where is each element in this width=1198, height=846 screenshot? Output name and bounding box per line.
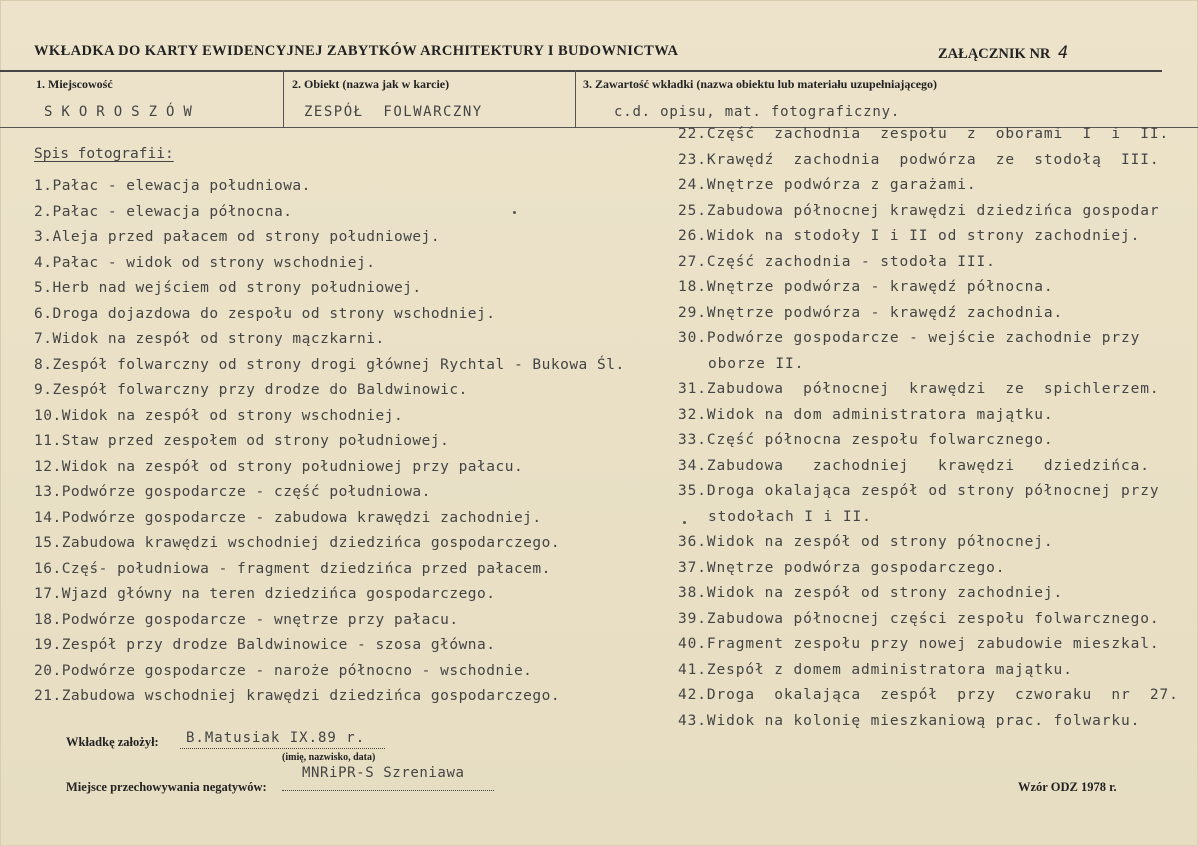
field-divider: [575, 70, 576, 127]
photo-entry: 15.Zabudowa krawędzi wschodniej dziedzińca gospodarczego.: [34, 535, 561, 551]
photo-entry: 34.Zabudowa zachodniej krawędzi dziedzińca.: [678, 457, 1150, 474]
photo-entry: 23.Krawędź zachodnia podwórza ze stodołą III.: [678, 151, 1160, 168]
photo-entry: 24.Wnętrze podwórza z garażami.: [678, 177, 977, 193]
photo-entry: 25.Zabudowa północnej krawędzi dziedzińca gospodar: [678, 202, 1160, 219]
photo-entry: 12.Widok na zespół od strony południowej przy pałacu.: [34, 458, 524, 475]
photo-entry: 13.Podwórze gospodarcze - część południowa.: [34, 484, 431, 500]
photo-entry: 37.Wnętrze podwórza gospodarczego.: [678, 559, 1006, 576]
template-version: Wzór ODZ 1978 r.: [1018, 780, 1117, 794]
contents-label: 3. Zawartość wkładki (nazwa obiektu lub materiału uzupełniającego): [583, 77, 938, 91]
photo-entry: 38.Widok na zespół od strony zachodniej.: [678, 585, 1064, 601]
photo-entry: 36.Widok na zespół od strony północnej.: [678, 534, 1054, 550]
photo-entry: 33.Część północna zespołu folwarcznego.: [678, 432, 1054, 448]
photo-entry: 41.Zespół z domem administratora majątku.: [678, 661, 1073, 678]
negatives-line: [282, 790, 494, 791]
photo-entry: 8.Zespół folwarczny od strony drogi głównej Rychtal - Bukowa Śl.: [34, 356, 625, 373]
photo-list-right: [678, 122, 1179, 734]
photo-entry: 40.Fragment zespołu przy nowej zabudowie mieszkal.: [678, 636, 1160, 652]
inserted-by-value: B.Matusiak IX.89 r.: [186, 730, 366, 746]
photo-list-title: Spis fotografii:: [34, 146, 174, 162]
photo-entry: 11.Staw przed zespołem od strony południowej.: [34, 433, 450, 449]
photo-entry: 10.Widok na zespół od strony wschodniej.: [34, 407, 404, 424]
locality-value: SKOROSZÓW: [44, 104, 201, 120]
photo-entry: 31.Zabudowa północnej krawędzi ze spichlerzem.: [678, 381, 1160, 397]
photo-entry-continuation: oborze II.: [708, 355, 805, 372]
photo-entry: 32.Widok na dom administratora majątku.: [678, 406, 1054, 423]
photo-entry: 43.Widok na kolonię mieszkaniową prac. folwarku.: [678, 712, 1141, 729]
photo-entry: 26.Widok na stodoły I i II od strony zachodniej.: [678, 228, 1141, 244]
negatives-label: Miejsce przechowywania negatywów:: [66, 780, 267, 794]
document-title: WKŁADKA DO KARTY EWIDENCYJNEJ ZABYTKÓW ARCHITEKTURY I BUDOWNICTWA: [34, 43, 679, 59]
photo-entry: 2.Pałac - elewacja północna.: [34, 203, 293, 220]
photo-entry-continuation: stodołach I i II.: [708, 508, 872, 525]
annex-number: 4: [1058, 43, 1069, 63]
photo-entry: 27.Część zachodnia - stodoła III.: [678, 253, 996, 270]
photo-entry: 16.Częś- południowa - fragment dziedzińca przed pałacem.: [34, 560, 551, 577]
photo-entry: 19.Zespół przy drodze Baldwinowice - szosa główna.: [34, 637, 496, 653]
photo-entry: 42.Droga okalająca zespół przy czworaku nr 27.: [678, 687, 1179, 703]
locality-label: 1. Miejscowość: [36, 77, 113, 91]
negatives-value: MNRiPR-S Szreniawa: [302, 765, 465, 781]
photo-entry: 4.Pałac - widok od strony wschodniej.: [34, 254, 376, 271]
inserted-by-caption: (imię, nazwisko, data): [282, 752, 376, 763]
object-label: 2. Obiekt (nazwa jak w karcie): [292, 77, 450, 91]
top-divider: [0, 70, 1162, 72]
photo-entry: 22.Część zachodnia zespołu z oborami I i II.: [678, 126, 1170, 142]
ink-speck: [683, 521, 686, 524]
photo-entry: 18.Podwórze gospodarcze - wnętrze przy pałacu.: [34, 611, 459, 628]
photo-entry: 39.Zabudowa północnej części zespołu folwarcznego.: [678, 610, 1160, 627]
photo-entry: 3.Aleja przed pałacem od strony południowej.: [34, 229, 441, 245]
object-value: ZESPÓŁ FOLWARCZNY: [304, 104, 483, 120]
photo-entry: 5.Herb nad wejściem od strony południowej.: [34, 280, 422, 296]
photo-entry: 14.Podwórze gospodarcze - zabudowa krawędzi zachodniej.: [34, 509, 542, 526]
photo-entry: 7.Widok na zespół od strony mączkarni.: [34, 331, 385, 347]
photo-entry: 6.Droga dojazdowa do zespołu od strony wschodniej.: [34, 305, 496, 322]
photo-entry: 17.Wjazd główny na teren dziedzińca gospodarczego.: [34, 586, 496, 602]
photo-list-left: [34, 174, 625, 710]
annex-heading: [938, 43, 1068, 63]
photo-entry: 20.Podwórze gospodarcze - naroże północno - wschodnie.: [34, 662, 533, 679]
photo-entry: 21.Zabudowa wschodniej krawędzi dziedzińca gospodarczego.: [34, 688, 561, 704]
inserted-by-line: [180, 748, 385, 749]
photo-entry: 30.Podwórze gospodarcze - wejście zachodnie przy: [678, 330, 1141, 346]
photo-entry: 9.Zespół folwarczny przy drodze do Baldwinowic.: [34, 382, 468, 398]
inserted-by-label: Wkładkę założył:: [66, 735, 159, 749]
annex-label: ZAŁĄCZNIK NR: [938, 46, 1051, 62]
contents-value: c.d. opisu, mat. fotograficzny.: [614, 104, 901, 120]
field-divider: [283, 70, 284, 127]
ink-speck: [513, 211, 516, 214]
photo-entry: 1.Pałac - elewacja południowa.: [34, 178, 311, 194]
photo-entry: 18.Wnętrze podwórza - krawędź północna.: [678, 279, 1054, 295]
photo-entry: 29.Wnętrze podwórza - krawędź zachodnia.: [678, 304, 1064, 321]
photo-entry: 35.Droga okalająca zespół od strony północnej przy: [678, 483, 1160, 499]
